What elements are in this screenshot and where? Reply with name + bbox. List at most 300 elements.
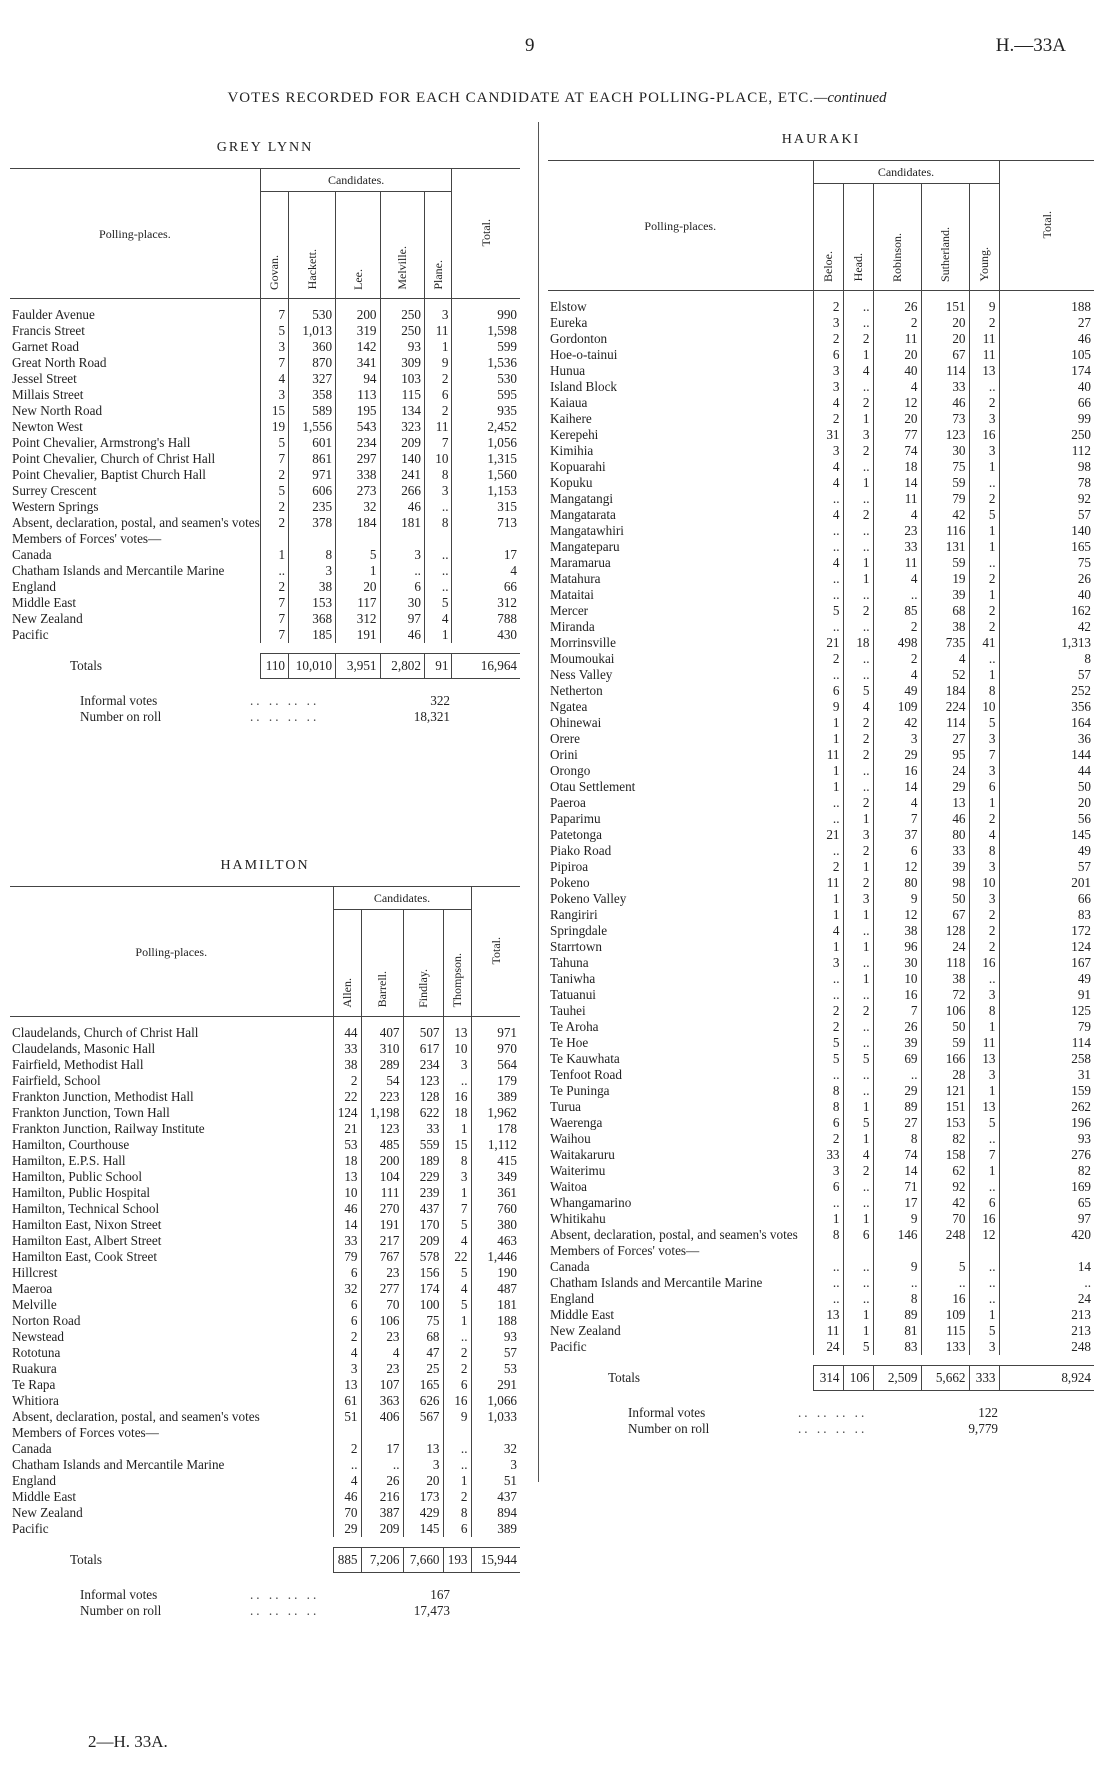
vote-count: 3 <box>969 411 999 427</box>
vote-count: 69 <box>873 1051 921 1067</box>
vote-count: 1 <box>443 1185 471 1201</box>
vote-count: 30 <box>380 595 424 611</box>
table-row <box>548 1259 1094 1275</box>
vote-count: 276 <box>999 1147 1094 1163</box>
totals-row <box>10 1548 520 1573</box>
polling-place: Frankton Junction, Railway Institute <box>12 1121 205 1137</box>
vote-count: 5 <box>921 1259 969 1275</box>
vote-count: .. <box>843 763 873 779</box>
polling-place: Absent, declaration, postal, and seamen's votes <box>550 1227 798 1243</box>
vote-count: 601 <box>289 435 336 451</box>
vote-count: 11 <box>424 323 452 339</box>
vote-count: 114 <box>921 363 969 379</box>
vote-count: 6 <box>969 1195 999 1211</box>
vote-count: 3 <box>843 891 873 907</box>
vote-count: 13 <box>333 1169 361 1185</box>
polling-place: Norton Road <box>12 1313 81 1329</box>
vote-count: 6 <box>333 1313 361 1329</box>
vote-count: 46 <box>921 811 969 827</box>
vote-count: 89 <box>873 1307 921 1323</box>
table-row <box>548 1131 1094 1147</box>
vote-count: 1,013 <box>289 323 336 339</box>
vote-count: .. <box>843 539 873 555</box>
vote-count: 2 <box>260 579 288 595</box>
vote-count: 2 <box>443 1489 471 1505</box>
section-title-grey-lynn: GREY LYNN <box>216 140 314 155</box>
total-count: 314 <box>813 1366 843 1391</box>
vote-count: 277 <box>361 1281 403 1297</box>
informal-votes-row <box>628 1405 998 1421</box>
vote-count: 2 <box>969 603 999 619</box>
polling-place: Kerepehi <box>550 427 599 443</box>
vote-count: .. <box>813 1291 843 1307</box>
vote-count: .. <box>843 1259 873 1275</box>
polling-place: Mangatarata <box>550 507 616 523</box>
table-row <box>548 891 1094 907</box>
table-row <box>10 1473 520 1489</box>
vote-count: .. <box>843 491 873 507</box>
polling-place: England <box>12 1473 56 1489</box>
hamilton-table-body <box>10 1017 520 1573</box>
polling-place: Ngatea <box>550 699 588 715</box>
polling-place: Pokeno Valley <box>550 891 627 907</box>
vote-count: 894 <box>471 1505 520 1521</box>
table-row <box>548 811 1094 827</box>
vote-count: 49 <box>999 971 1094 987</box>
polling-place: Hamilton, Public Hospital <box>12 1185 151 1201</box>
vote-count: 179 <box>471 1073 520 1089</box>
table-row <box>10 1185 520 1201</box>
vote-count: 319 <box>336 323 380 339</box>
table-row <box>548 827 1094 843</box>
vote-count: 543 <box>336 419 380 435</box>
sheet-reference: 2—H. 33A. <box>88 1732 168 1751</box>
vote-count: 24 <box>999 1291 1094 1307</box>
vote-count: 5 <box>969 715 999 731</box>
vote-count: 3 <box>813 379 843 395</box>
polling-place: Newstead <box>12 1329 64 1345</box>
vote-count: 8 <box>289 547 336 563</box>
vote-count: .. <box>969 555 999 571</box>
vote-count: .. <box>843 1067 873 1083</box>
table-row <box>548 747 1094 763</box>
vote-count: 80 <box>921 827 969 843</box>
vote-count: .. <box>333 1457 361 1473</box>
vote-count: 16 <box>873 763 921 779</box>
table-row <box>548 779 1094 795</box>
candidates-header: Candidates. <box>333 887 471 910</box>
vote-count: 106 <box>361 1313 403 1329</box>
candidates-header: Candidates. <box>260 169 452 192</box>
polling-place: Western Springs <box>12 499 99 515</box>
vote-count: 248 <box>999 1339 1094 1355</box>
polling-place: Chatham Islands and Mercantile Marine <box>550 1275 763 1291</box>
vote-count: 50 <box>999 779 1094 795</box>
vote-count: 3 <box>813 315 843 331</box>
vote-count: .. <box>969 1179 999 1195</box>
vote-count: 2 <box>843 795 873 811</box>
leader-dots: .. .. .. .. <box>250 1587 320 1602</box>
vote-count: 20 <box>921 331 969 347</box>
vote-count: 7 <box>969 747 999 763</box>
vote-count: 4 <box>813 459 843 475</box>
vote-count: .. <box>969 1291 999 1307</box>
vote-count: 140 <box>999 523 1094 539</box>
vote-count: 234 <box>336 435 380 451</box>
vote-count: 14 <box>873 475 921 491</box>
polling-place: Ness Valley <box>550 667 613 683</box>
table-row <box>10 1073 520 1089</box>
candidate-header <box>289 192 336 299</box>
vote-count: 567 <box>403 1409 443 1425</box>
vote-count: 20 <box>999 795 1094 811</box>
vote-count: 42 <box>921 507 969 523</box>
vote-count: 3 <box>813 955 843 971</box>
vote-count: .. <box>843 651 873 667</box>
polling-place: New North Road <box>12 403 103 419</box>
polling-place: Middle East <box>550 1307 615 1323</box>
vote-count: 4 <box>443 1281 471 1297</box>
vote-count: 23 <box>361 1265 403 1281</box>
vote-count: 589 <box>289 403 336 419</box>
table-row <box>548 619 1094 635</box>
table-row <box>548 1243 1094 1259</box>
vote-count: 971 <box>471 1017 520 1042</box>
vote-count: 13 <box>969 363 999 379</box>
vote-count: 6 <box>424 387 452 403</box>
polling-place: Chatham Islands and Mercantile Marine <box>12 1457 225 1473</box>
vote-count: 68 <box>921 603 969 619</box>
polling-place: Pokeno <box>550 875 590 891</box>
total-count: 110 <box>260 654 288 679</box>
table-row <box>548 875 1094 891</box>
document-reference: H.—33A <box>995 35 1066 56</box>
polling-place: Mercer <box>550 603 589 619</box>
vote-count: 2 <box>443 1361 471 1377</box>
polling-place: Paparimu <box>550 811 601 827</box>
vote-count: 169 <box>999 1179 1094 1195</box>
totals-row <box>548 1366 1094 1391</box>
vote-count: 33 <box>403 1121 443 1137</box>
vote-count: 5 <box>424 595 452 611</box>
vote-count: 14 <box>333 1217 361 1233</box>
vote-count: 8 <box>443 1153 471 1169</box>
vote-count: 12 <box>873 907 921 923</box>
table-row <box>10 355 520 371</box>
vote-count: 112 <box>999 443 1094 459</box>
vote-count: 7 <box>260 595 288 611</box>
table-row <box>548 459 1094 475</box>
vote-count: 1 <box>443 1121 471 1137</box>
vote-count: 239 <box>403 1185 443 1201</box>
vote-count: 11 <box>424 419 452 435</box>
vote-count: 53 <box>471 1361 520 1377</box>
table-row <box>10 483 520 499</box>
polling-place: Piako Road <box>550 843 612 859</box>
vote-count: 3 <box>424 299 452 324</box>
vote-count: 38 <box>873 923 921 939</box>
vote-count: .. <box>443 1457 471 1473</box>
vote-count: 9 <box>873 1211 921 1227</box>
polling-place: Orere <box>550 731 581 747</box>
vote-count: 14 <box>999 1259 1094 1275</box>
polling-place: Point Chevalier, Church of Christ Hall <box>12 451 216 467</box>
table-row <box>10 1505 520 1521</box>
vote-count: 93 <box>999 1131 1094 1147</box>
vote-count: 437 <box>403 1201 443 1217</box>
vote-count: .. <box>843 291 873 316</box>
table-row <box>10 1217 520 1233</box>
table-row <box>10 403 520 419</box>
candidate-header <box>361 910 403 1017</box>
vote-count: .. <box>873 1067 921 1083</box>
vote-count: 2 <box>424 371 452 387</box>
polling-place: New Zealand <box>12 611 83 627</box>
vote-count: 4 <box>813 923 843 939</box>
vote-count: 2 <box>813 291 843 316</box>
vote-count: 12 <box>873 859 921 875</box>
table-row <box>10 1441 520 1457</box>
vote-count: 93 <box>471 1329 520 1345</box>
vote-count <box>380 531 424 547</box>
vote-count: 4 <box>361 1345 403 1361</box>
vote-count: 5 <box>843 1051 873 1067</box>
vote-count: 2 <box>969 395 999 411</box>
total-count: 15,944 <box>471 1548 520 1573</box>
vote-count: 1 <box>969 459 999 475</box>
vote-count: 151 <box>921 1099 969 1115</box>
vote-count: 2 <box>843 1163 873 1179</box>
vote-count: .. <box>443 1329 471 1345</box>
polling-place: Pacific <box>550 1339 587 1355</box>
total-header <box>999 161 1094 291</box>
polling-place: Kaihere <box>550 411 592 427</box>
vote-count: 18 <box>843 635 873 651</box>
totals-label: Totals <box>70 1552 103 1568</box>
vote-count: .. <box>843 1275 873 1291</box>
vote-count: 29 <box>333 1521 361 1537</box>
vote-count: 378 <box>289 515 336 531</box>
vote-count: 20 <box>921 315 969 331</box>
polling-place: Mangatawhiri <box>550 523 624 539</box>
vote-count: 606 <box>289 483 336 499</box>
vote-count: 2 <box>843 875 873 891</box>
vote-count: 5 <box>260 483 288 499</box>
table-row <box>10 1121 520 1137</box>
totals-row <box>10 654 520 679</box>
polling-place: Starrtown <box>550 939 603 955</box>
vote-count: 2 <box>969 811 999 827</box>
vote-count: 2 <box>843 443 873 459</box>
table-row <box>548 331 1094 347</box>
vote-count: 42 <box>873 715 921 731</box>
vote-count: 4 <box>452 563 520 579</box>
vote-count <box>336 531 380 547</box>
vote-count: .. <box>999 1275 1094 1291</box>
candidate-header <box>403 910 443 1017</box>
table-row <box>548 1083 1094 1099</box>
table-row <box>548 1323 1094 1339</box>
vote-count: 25 <box>403 1361 443 1377</box>
vote-count: 1 <box>843 1099 873 1115</box>
vote-count: 17 <box>452 547 520 563</box>
vote-count: 415 <box>471 1153 520 1169</box>
table-row <box>10 451 520 467</box>
vote-count: .. <box>843 987 873 1003</box>
vote-count: 2 <box>969 923 999 939</box>
vote-count: 15 <box>443 1137 471 1153</box>
vote-count: 2 <box>333 1441 361 1457</box>
vote-count: 131 <box>921 539 969 555</box>
vote-count: 4 <box>873 507 921 523</box>
vote-count: 5 <box>443 1265 471 1281</box>
vote-count: .. <box>843 619 873 635</box>
vote-count: 6 <box>333 1297 361 1313</box>
vote-count: 1 <box>969 1019 999 1035</box>
vote-count: 1,560 <box>452 467 520 483</box>
vote-count: 10 <box>424 451 452 467</box>
vote-count: 213 <box>999 1323 1094 1339</box>
polling-place: Turua <box>550 1099 582 1115</box>
vote-count: 368 <box>289 611 336 627</box>
polling-place: Tahuna <box>550 955 589 971</box>
table-row <box>10 563 520 579</box>
vote-count: 8 <box>999 651 1094 667</box>
vote-count: 46 <box>333 1489 361 1505</box>
table-row <box>548 347 1094 363</box>
vote-count: 209 <box>361 1521 403 1537</box>
vote-count <box>471 1425 520 1441</box>
vote-count: 2 <box>843 603 873 619</box>
vote-count: 1,446 <box>471 1249 520 1265</box>
vote-count: 85 <box>873 603 921 619</box>
vote-count: 4 <box>813 475 843 491</box>
vote-count: 1 <box>969 1307 999 1323</box>
table-row <box>548 587 1094 603</box>
vote-count <box>843 1243 873 1259</box>
vote-count: 156 <box>403 1265 443 1281</box>
vote-count: 2 <box>843 715 873 731</box>
table-row <box>548 763 1094 779</box>
table-row <box>10 1329 520 1345</box>
vote-count: 2 <box>813 1019 843 1035</box>
vote-count: 11 <box>813 1323 843 1339</box>
vote-count: 13 <box>969 1051 999 1067</box>
vote-count: .. <box>921 1275 969 1291</box>
table-row <box>548 699 1094 715</box>
vote-count: 380 <box>471 1217 520 1233</box>
vote-count: .. <box>843 1083 873 1099</box>
vote-count: 2 <box>969 619 999 635</box>
vote-count: 2 <box>813 1131 843 1147</box>
vote-count: 145 <box>403 1521 443 1537</box>
table-row <box>10 1281 520 1297</box>
polling-place: Hillcrest <box>12 1265 58 1281</box>
vote-count: 250 <box>380 299 424 324</box>
polling-place: Canada <box>12 547 52 563</box>
number-on-roll-value: 17,473 <box>413 1603 450 1618</box>
polling-place: Hamilton East, Cook Street <box>12 1249 158 1265</box>
vote-count: 617 <box>403 1041 443 1057</box>
table-row <box>548 1163 1094 1179</box>
vote-count: 105 <box>999 347 1094 363</box>
vote-count: 323 <box>380 419 424 435</box>
vote-count: 1,962 <box>471 1105 520 1121</box>
vote-count: 78 <box>999 475 1094 491</box>
table-row <box>10 611 520 627</box>
vote-count: 153 <box>921 1115 969 1131</box>
polling-place: Claudelands, Church of Christ Hall <box>12 1025 199 1041</box>
polling-place: Millais Street <box>12 387 84 403</box>
vote-count: .. <box>813 523 843 539</box>
vote-count: 11 <box>873 491 921 507</box>
informal-votes-value: 322 <box>430 693 450 708</box>
vote-count: 32 <box>471 1441 520 1457</box>
vote-count: 100 <box>403 1297 443 1313</box>
vote-count: 4 <box>873 571 921 587</box>
vote-count: 181 <box>380 515 424 531</box>
vote-count: .. <box>843 1035 873 1051</box>
candidate-header <box>813 184 843 291</box>
table-row <box>548 843 1094 859</box>
vote-count: 59 <box>921 475 969 491</box>
table-row <box>548 955 1094 971</box>
vote-count: 8 <box>813 1227 843 1243</box>
table-row <box>10 323 520 339</box>
vote-count: 258 <box>999 1051 1094 1067</box>
vote-count: 4 <box>843 363 873 379</box>
vote-count: 115 <box>921 1323 969 1339</box>
vote-count: 7 <box>260 299 288 324</box>
vote-count: 338 <box>336 467 380 483</box>
page-title-text: VOTES RECORDED FOR EACH CANDIDATE AT EACH POLLING-PLACE, ETC. <box>227 90 815 106</box>
vote-count: 1 <box>843 1307 873 1323</box>
vote-count: 94 <box>336 371 380 387</box>
vote-count: 312 <box>336 611 380 627</box>
table-row <box>10 1409 520 1425</box>
vote-count: .. <box>424 579 452 595</box>
table-row <box>548 491 1094 507</box>
polling-place: Great North Road <box>12 355 107 371</box>
candidate-name: Govan. <box>267 254 282 290</box>
vote-count <box>921 1243 969 1259</box>
vote-count: 1 <box>843 555 873 571</box>
vote-count: 389 <box>471 1089 520 1105</box>
vote-count: 507 <box>403 1017 443 1042</box>
polling-place: Waerenga <box>550 1115 603 1131</box>
vote-count: .. <box>843 955 873 971</box>
vote-count: 1,198 <box>361 1105 403 1121</box>
vote-count: .. <box>813 987 843 1003</box>
vote-count: 98 <box>999 459 1094 475</box>
vote-count: 6 <box>969 779 999 795</box>
total-header <box>471 887 520 1017</box>
vote-count: 3 <box>813 1163 843 1179</box>
vote-count: 146 <box>873 1227 921 1243</box>
vote-count: 266 <box>380 483 424 499</box>
vote-count: 1 <box>443 1313 471 1329</box>
vote-count: 191 <box>336 627 380 643</box>
vote-count: .. <box>361 1457 403 1473</box>
vote-count: 2 <box>873 651 921 667</box>
vote-count: 27 <box>873 1115 921 1131</box>
leader-dots: .. .. .. .. <box>250 693 320 708</box>
vote-count: 252 <box>999 683 1094 699</box>
vote-count: 3 <box>443 1169 471 1185</box>
polling-place: Maeroa <box>12 1281 53 1297</box>
vote-count: 2 <box>813 859 843 875</box>
table-row <box>10 595 520 611</box>
